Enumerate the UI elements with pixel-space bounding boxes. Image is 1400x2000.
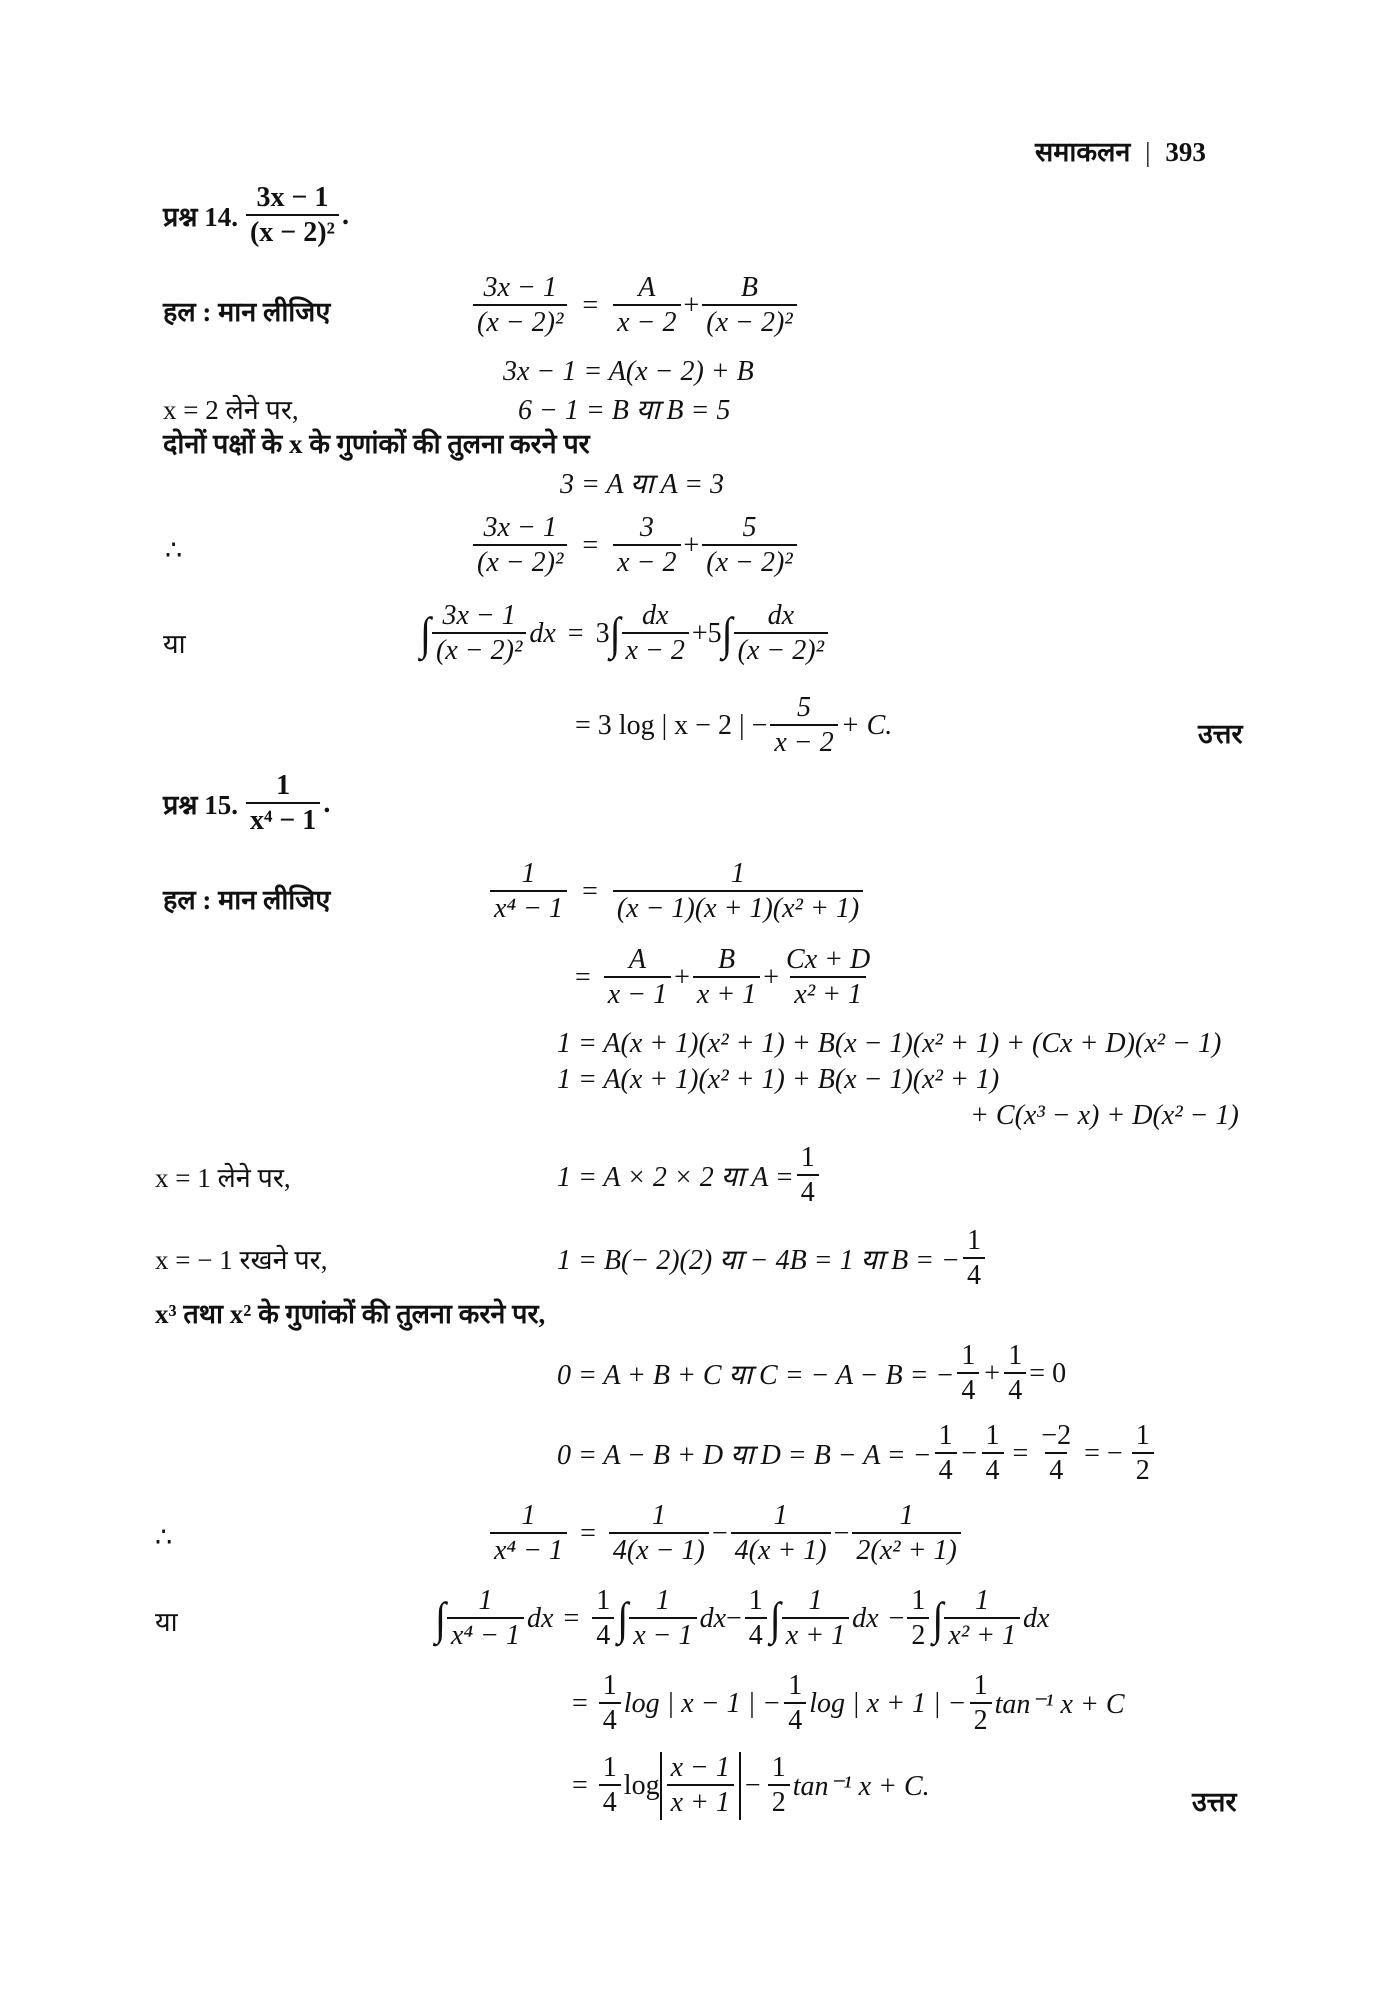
question-15-heading: प्रश्न 15. $\frac{1}{\text{x⁴ − 1}}$ . — [163, 770, 331, 837]
page-number: 393 — [1165, 137, 1206, 167]
question-14-heading: प्रश्न 14. $\frac{3x - 1}{\text{(x − 2)²}}$ . — [163, 182, 349, 249]
equation-expanded-line2: + C(x³ − x) + D(x² − 1) — [970, 1100, 1239, 1131]
therefore-symbol: ∴ — [165, 535, 183, 565]
equation-integral: ∫ $\frac{3x - 1}{\text{(x − 2)²}}$ dx = 3 ∫ $\frac{dx}{x - 2}$ + 5 ∫ $\frac{dx}{\text{(x − 2)²}}$ — [420, 600, 831, 668]
answer-marker: उत्तर — [1192, 1787, 1237, 1817]
equation-factored: $\frac{1}{\text{x⁴ − 1}}$ = $\frac{1}{\text{(x − 1)(x + 1)(x² + 1)}}$ — [487, 858, 866, 926]
equation-b-value: 6 − 1 = B या B = 5 — [518, 395, 731, 426]
question-expression: $\frac{1}{\text{x⁴ − 1}}$ — [246, 770, 320, 838]
question-label: प्रश्न 15. — [163, 790, 238, 821]
question-label: प्रश्न 14. — [163, 202, 238, 233]
compare-coefficients-text: x³ तथा x² के गुणांकों की तुलना करने पर, — [155, 1299, 546, 1329]
therefore-symbol: ∴ — [155, 1522, 173, 1552]
equation-decomposed: $\frac{1}{\text{x⁴ − 1}}$ = $\frac{1}{4(x - 1)}$ − $\frac{1}{4(x + 1)}$ − $\frac{1}{\text{2(x² + 1)}}$ — [487, 1500, 964, 1568]
running-header — [1035, 132, 1206, 169]
solution-label: हल : मान लीजिए — [163, 297, 331, 327]
equation-a-value: 1 = A × 2 × 2 या A = $\frac{1}{4}$ — [557, 1142, 822, 1210]
equation-partial-fractions: = $\frac{A}{x - 1}$ + $\frac{B}{x + 1}$ + $\frac{Cx + D}{\text{x² + 1}}$ — [575, 944, 871, 1011]
header-separator: | — [1145, 137, 1151, 167]
equation-c-value: 0 = A + B + C या C = − A − B = − $\frac{1}{4}$ + $\frac{1}{4}$ = 0 — [557, 1340, 1067, 1407]
solution-label: हल : मान लीजिए — [163, 885, 331, 915]
question-expression: $\frac{3x - 1}{\text{(x − 2)²}}$ — [246, 182, 339, 250]
equation-result-expanded: = $\frac{1}{4}$ log | x − 1 | − $\frac{1}{4}$ log | x + 1 | − $\frac{1}{2}$ tan⁻¹ x + C — [572, 1670, 1125, 1737]
equation-integral: ∫ $\frac{1}{\text{x⁴ − 1}}$ dx = $\frac{1}{4}$ ∫ $\frac{1}{x - 1}$ dx − $\frac{1}{4}$ ∫ $\frac{1}{x + 1}$ dx − $\frac{1}{2}$ ∫ $\frac{1}{\text{x² + 1}}$ dx — [435, 1585, 1050, 1652]
equation-result: = 3 log | x − 2 | − $\frac{5}{x - 2}$ + C. — [575, 692, 893, 759]
substitution-label-1: x = 1 लेने पर, — [155, 1163, 291, 1193]
chapter-title: समाकलन — [1035, 137, 1131, 167]
substitution-label: x = 2 लेने पर, — [163, 395, 299, 425]
equation-identity: 3x − 1 = A(x − 2) + B — [503, 356, 754, 387]
equation-partial-fraction-setup: $\frac{3x - 1}{\text{(x − 2)²}}$ = $\frac{A}{x - 2}$ + $\frac{B}{\text{(x − 2)²}}$ — [470, 272, 800, 340]
or-label: या — [155, 1607, 178, 1637]
compare-coefficients-text: दोनों पक्षों के x के गुणांकों की तुलना करने पर — [163, 429, 590, 459]
or-label: या — [163, 629, 186, 659]
equation-a-value: 3 = A या A = 3 — [560, 469, 724, 500]
answer-marker: उत्तर — [1198, 719, 1243, 749]
equation-result-final: = $\frac{1}{4}$ log $\frac{x - 1}{x + 1}$ − $\frac{1}{2}$ tan⁻¹ x + C. — [572, 1752, 930, 1819]
equation-identity: 1 = A(x + 1)(x² + 1) + B(x − 1)(x² + 1) + (Cx + D)(x² − 1) — [557, 1028, 1222, 1059]
equation-b-value: 1 = B(− 2)(2) या − 4B = 1 या B = − $\frac{1}{4}$ — [557, 1225, 988, 1293]
equation-d-value: 0 = A − B + D या D = B − A = − $\frac{1}{4}$ − $\frac{1}{4}$ = $\frac{-2}{4}$ = − $\frac{1}{2}$ — [557, 1420, 1157, 1488]
equation-expanded-line1: 1 = A(x + 1)(x² + 1) + B(x − 1)(x² + 1) — [557, 1064, 1000, 1095]
substitution-label-2: x = − 1 रखने पर, — [155, 1245, 328, 1275]
equation-decomposed: $\frac{3x - 1}{\text{(x − 2)²}}$ = $\frac{3}{x - 2}$ + $\frac{5}{\text{(x − 2)²}}$ — [470, 512, 800, 580]
